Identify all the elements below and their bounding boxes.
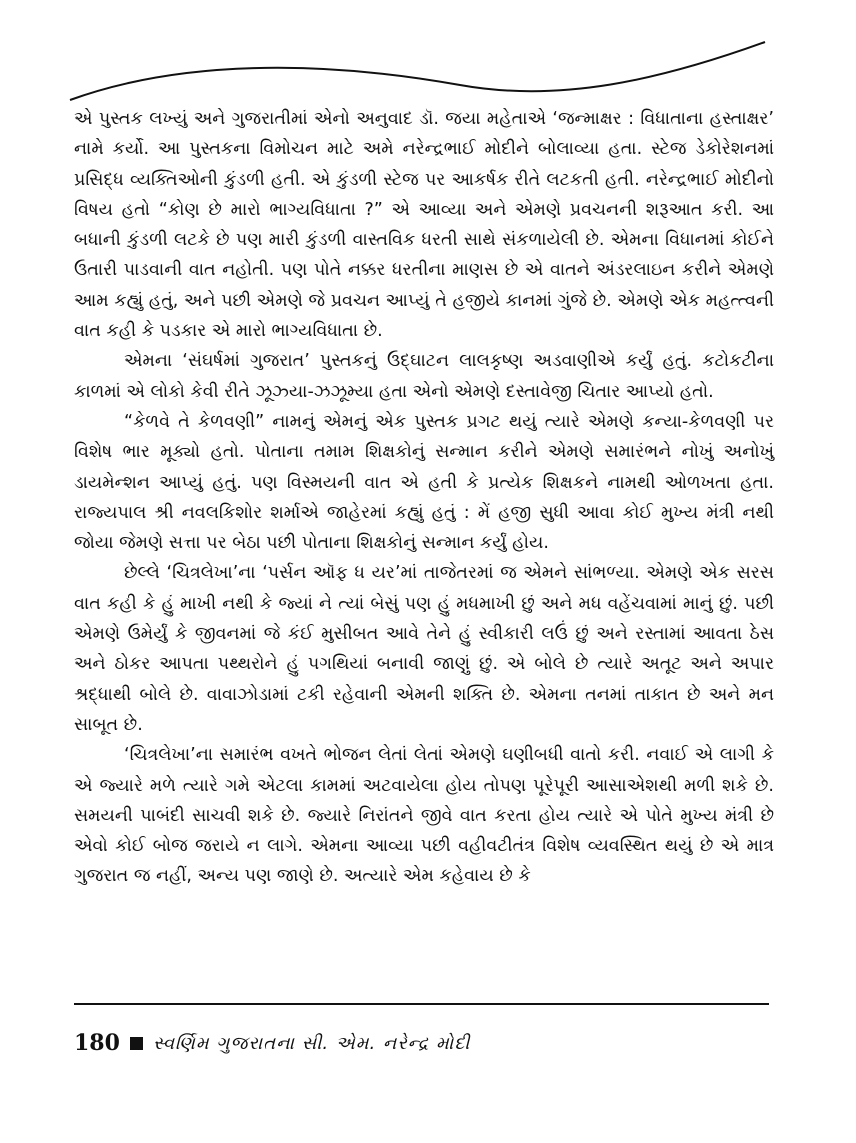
paragraph-4: છેલ્લે ‘ચિત્રલેખા’ના ‘પર્સન ઑફ ધ યર’માં તાજેતરમાં જ એમને સાંભળ્યા. એમણે એક સરસ વાત કહી કે હું માખી નથી કે જ્યાં ને ત્યાં બેસું પણ હું મધમાખી છું અને મધ વહેંચવામાં માનું છું. પછી એમણે ઉમેર્યું કે જીવનમાં જે કંઈ મુસીબત આવે તેને હું સ્વીકારી લઉં છું અને રસ્તામાં આવતા ઠેસ અને ઠોકર આપતા પથ્થરોને હું પગથિયાં બનાવી જાણું છું. એ બોલે છે ત્યારે અતૂટ અને અપાર શ્રદ્ધાથી બોલે છે. વાવાઝોડામાં ટકી રહેવાની એમની શક્તિ છે. એમના તનમાં તાકાત છે અને મન સાબૂત છે.: [74, 563, 774, 735]
page-footer: [74, 1030, 470, 1056]
paragraph-2: એમના ‘સંઘર્ષમાં ગુજરાત’ પુસ્તકનું ઉદ્ઘાટન લાલકૃષ્ણ અડવાણીએ કર્યું હતું. કટોકટીના કાળમાં એ લોકો કેવી રીતે ઝૂઝ્યા-ઝઝૂમ્યા હતા એનો એમણે દસ્તાવેજી ચિતાર આપ્યો હતો.: [74, 351, 774, 402]
decorative-wave-header: [0, 0, 856, 110]
paragraph-3: “કેળવે તે કેળવણી” નામનું એમનું એક પુસ્તક પ્રગટ થયું ત્યારે એમણે કન્યા-કેળવણી પર વિશેષ ભાર મૂક્યો હતો. પોતાના તમામ શિક્ષકોનું સન્માન કરીને એમણે સમારંભને નોખું અનોખું ડાયમેન્શન આપ્યું હતું. પણ વિસ્મયની વાત એ હતી કે પ્રત્યેક શિક્ષકને નામથી ઓળખતા હતા. રાજ્યપાલ શ્રી નવલકિશોર શર્માએ જાહેરમાં કહ્યું હતું : મેં હજી સુધી આવા કોઈ મુખ્ય મંત્રી નથી જોયા જેમણે સત્તા પર બેઠા પછી પોતાના શિક્ષકોનું સન્માન કર્યું હોય.: [74, 411, 774, 554]
running-title: સ્વર્ણિમ ગુજરાતના સી. એમ. નરેન્દ્ર મોદી: [152, 1032, 471, 1054]
paragraph-5: ‘ચિત્રલેખા’ના સમારંભ વખતે ભોજન લેતાં લેતાં એમણે ઘણીબધી વાતો કરી. નવાઈ એ લાગી કે એ જ્યારે મળે ત્યારે ગમે એટલા કામમાં અટવાયેલા હોય તોપણ પૂરેપૂરી આસાએશથી મળી શકે છે. સમયની પાબંદી સાચવી શકે છે. જ્યારે નિરાંતને જીવે વાત કરતા હોય ત્યારે એ પોતે મુખ્ય મંત્રી છે એવો કોઈ બોજ જરાયે ન લાગે. એમના આવ્યા પછી વહીવટીતંત્ર વિશેષ વ્યવસ્થિત થયું છે એ માત્ર ગુજરાત જ નહીં, અન્ય પણ જાણે છે. અત્યારે એમ કહેવાય છે કે: [74, 745, 774, 887]
page-number: 180: [74, 1030, 120, 1056]
paragraph-1: એ પુસ્તક લખ્યું અને ગુજરાતીમાં એનો અનુવાદ ડૉ. જયા મહેતાએ ‘જન્માક્ષર : વિધાતાના હસ્તાક્ષર’ નામે કર્યો. આ પુસ્તકના વિમોચન માટે અમે નરેન્દ્રભાઈ મોદીને બોલાવ્યા હતા. સ્ટેજ ડેકોરેશનમાં પ્રસિદ્ધ વ્યક્તિઓની કુંડળી હતી. એ કુંડળી સ્ટેજ પર આકર્ષક રીતે લટકતી હતી. નરેન્દ્રભાઈ મોદીનો વિષય હતો “કોણ છે મારો ભાગ્યવિધાતા ?” એ આવ્યા અને એમણે પ્રવચનની શરૂઆત કરી. આ બધાની કુંડળી લટકે છે પણ મારી કુંડળી વાસ્તવિક ધરતી સાથે સંકળાયેલી છે. એમના વિધાનમાં કોઈને ઉતારી પાડવાની વાત નહોતી. પણ પોતે નક્કર ધરતીના માણસ છે એ વાતને અંડરલાઇન કરીને એમણે આમ કહ્યું હતું, અને પછી એમણે જે પ્રવચન આપ્યું તે હજીયે કાનમાં ગુંજે છે. એમણે એક મહત્ત્વની વાત કહી કે પડકાર એ મારો ભાગ્યવિધાતા છે.: [74, 109, 774, 342]
body-text: [74, 104, 774, 892]
square-bullet-icon: [130, 1037, 143, 1050]
footer-rule: [74, 1003, 769, 1005]
